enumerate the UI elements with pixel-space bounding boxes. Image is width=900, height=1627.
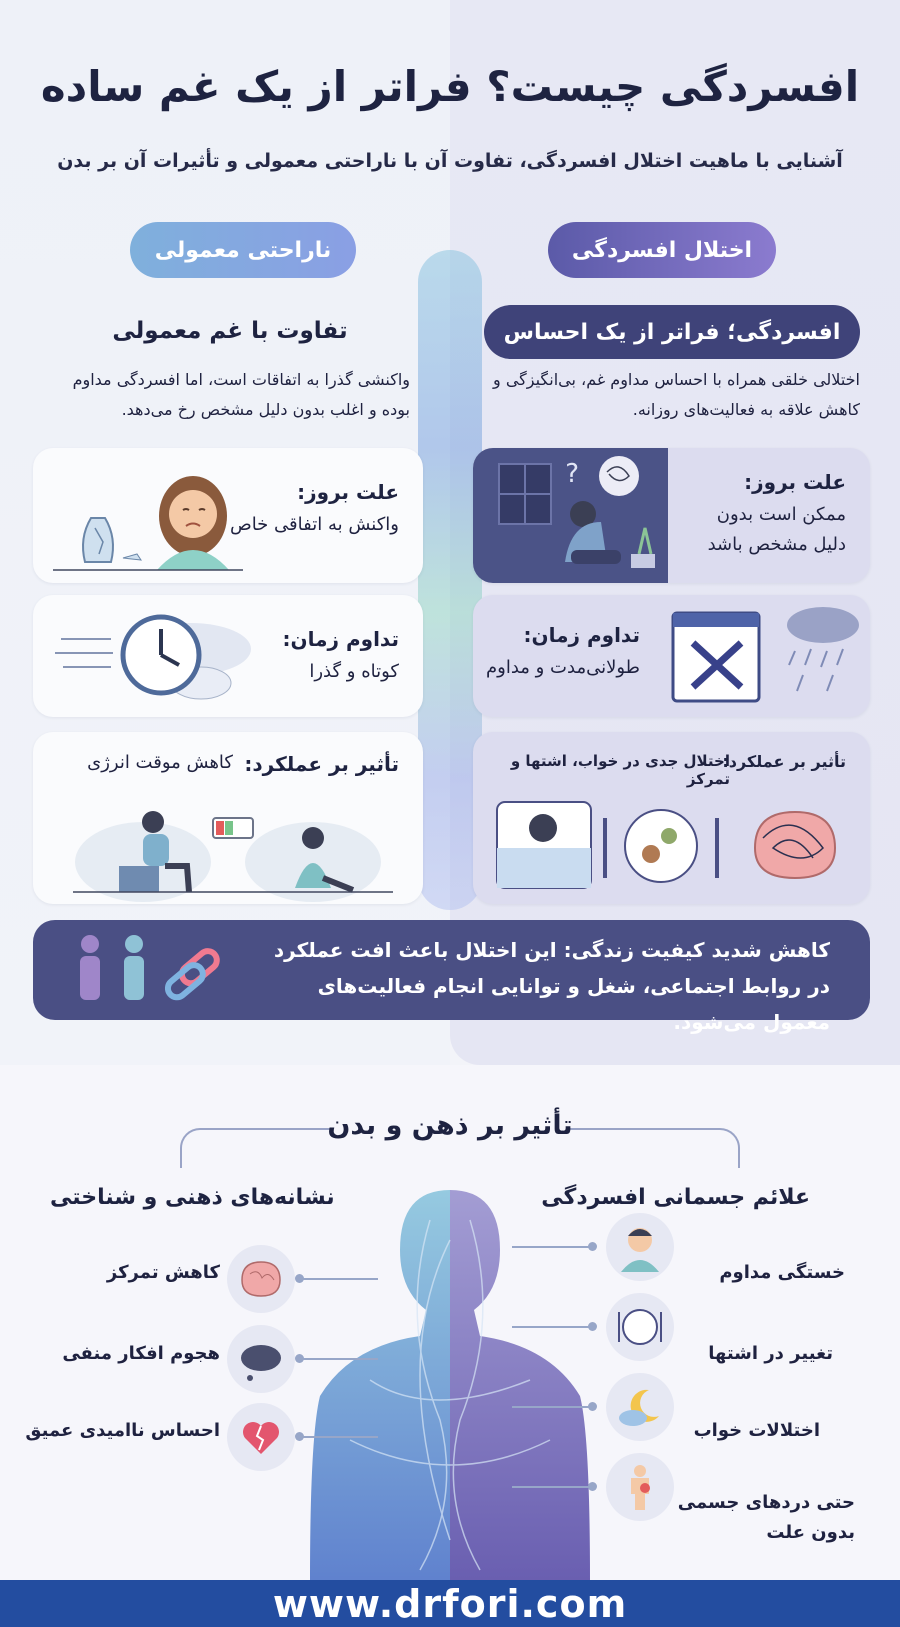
left-card-cause-head: علت بروز: bbox=[297, 480, 399, 504]
connector-dot bbox=[588, 1482, 597, 1491]
broken-heart-icon bbox=[227, 1403, 295, 1471]
connector-line bbox=[298, 1358, 378, 1360]
human-body-figure bbox=[310, 1180, 590, 1580]
right-description: اختلالی خلقی همراه با احساس مداوم غم، بی‌انگیزگی و کاهش علاقه به فعالیت‌های روزانه. bbox=[493, 370, 860, 419]
right-card-cause-text: ممکن است بدون دلیل مشخص باشد bbox=[707, 504, 846, 555]
connector-dot bbox=[295, 1432, 304, 1441]
svg-text:?: ? bbox=[565, 459, 579, 489]
depression-disorder-pill: اختلال افسردگی bbox=[548, 222, 776, 278]
sad-girl-vase-icon bbox=[53, 458, 243, 578]
connector-line bbox=[512, 1406, 592, 1408]
mental-signs-title: نشانه‌های ذهنی و شناختی bbox=[50, 1185, 335, 1210]
left-card-cause bbox=[33, 448, 423, 583]
connector-dot bbox=[588, 1402, 597, 1411]
low-energy-people-icon bbox=[73, 792, 393, 902]
connector-line bbox=[298, 1278, 378, 1280]
left-card-function-text: کاهش موقت انرژی bbox=[87, 752, 233, 773]
left-card-cause-text: واکنش به اتفاقی خاص bbox=[229, 514, 399, 535]
right-card-duration-text: طولانی‌مدت و مداوم bbox=[485, 657, 640, 678]
page-title: افسردگی چیست؟ فراتر از یک غم ساده bbox=[40, 62, 860, 111]
banner-bold: کاهش شدید کیفیت زندگی: bbox=[563, 938, 830, 962]
left-description: واکنشی گذرا به اتفاقات است، اما افسردگی مداوم بوده و اغلب بدون دلیل مشخص رخ می‌دهد. bbox=[72, 370, 410, 419]
connector-line bbox=[298, 1436, 378, 1438]
connector-dot bbox=[588, 1242, 597, 1251]
connector-line bbox=[512, 1326, 592, 1328]
dark-cloud-icon bbox=[227, 1325, 295, 1393]
tired-person-icon bbox=[606, 1213, 674, 1281]
left-card-duration-text: کوتاه و گذرا bbox=[309, 661, 399, 682]
moon-cloud-icon bbox=[606, 1373, 674, 1441]
banner-text bbox=[270, 932, 830, 1040]
physical-item-4: حتی دردهای جسمی بدون علت bbox=[677, 1492, 855, 1543]
left-heading: تفاوت با غم معمولی bbox=[112, 318, 348, 344]
right-card-duration bbox=[473, 595, 870, 717]
connector-dot bbox=[295, 1354, 304, 1363]
normal-sadness-pill: ناراحتی معمولی bbox=[130, 222, 356, 278]
mental-item-3: احساس ناامیدی عمیق bbox=[25, 1420, 220, 1441]
right-card-function-text: اختلال جدی در خواب، اشتها و تمرکز bbox=[510, 752, 730, 788]
page-subtitle: آشنایی با ماهیت اختلال افسردگی، تفاوت آن با ناراحتی معمولی و تأثیرات آن بر بدن bbox=[57, 150, 843, 172]
clock-cloud-icon bbox=[51, 601, 261, 711]
brain-icon bbox=[227, 1245, 295, 1313]
body-pain-icon bbox=[606, 1453, 674, 1521]
plate-icon bbox=[606, 1293, 674, 1361]
left-card-function-head: تأثیر بر عملکرد: bbox=[244, 752, 399, 776]
right-card-function-head: تأثیر بر عملکرد: bbox=[722, 752, 846, 771]
physical-item-1: خستگی مداوم bbox=[719, 1262, 845, 1283]
physical-item-2: تغییر در اشتها bbox=[708, 1343, 833, 1364]
calendar-rain-icon bbox=[663, 603, 863, 713]
connector-line bbox=[512, 1486, 592, 1488]
left-card-function bbox=[33, 732, 423, 904]
broken-chain-people-icon bbox=[70, 928, 260, 1012]
connector-dot bbox=[588, 1322, 597, 1331]
right-card-cause-head: علت بروز: bbox=[744, 470, 846, 494]
physical-item-3: اختلالات خواب bbox=[693, 1420, 820, 1441]
banner-body: این اختلال باعث افت عملکرد در روابط اجتماعی، شغل و توانایی انجام فعالیت‌های معمول می‌شود. bbox=[273, 938, 830, 1034]
mind-body-title: تأثیر بر ذهن و بدن bbox=[327, 1110, 573, 1141]
left-card-duration-head: تداوم زمان: bbox=[282, 627, 399, 651]
physical-symptoms-title: علائم جسمانی افسردگی bbox=[541, 1185, 810, 1210]
connector-dot bbox=[295, 1274, 304, 1283]
sleep-food-brain-icon bbox=[483, 788, 863, 898]
depression-heading-pill: افسردگی؛ فراتر از یک احساس bbox=[484, 305, 860, 359]
right-card-cause bbox=[473, 448, 870, 583]
right-card-duration-head: تداوم زمان: bbox=[523, 623, 640, 647]
mental-item-1: کاهش تمرکز bbox=[106, 1262, 220, 1283]
right-card-function bbox=[473, 732, 870, 904]
sad-man-question-icon bbox=[479, 454, 669, 578]
left-card-duration bbox=[33, 595, 423, 717]
website-footer[interactable]: www.drfori.com bbox=[0, 1580, 900, 1627]
mental-item-2: هجوم افکار منفی bbox=[62, 1343, 220, 1364]
connector-line bbox=[512, 1246, 592, 1248]
